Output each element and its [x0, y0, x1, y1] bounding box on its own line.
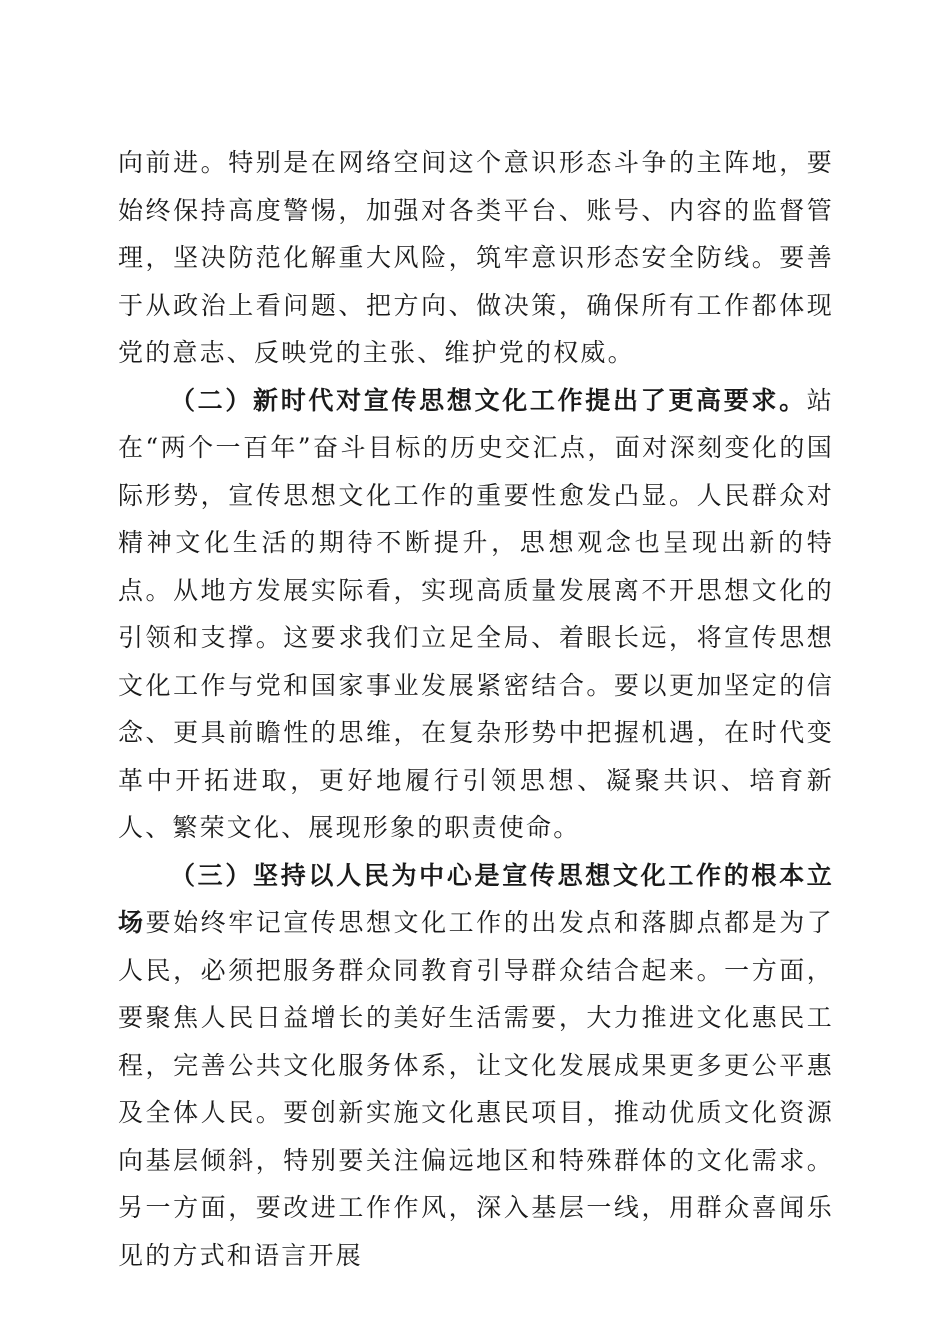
paragraph-section-2: [118, 377, 834, 852]
paragraph-text: 要始终牢记宣传思想文化工作的出发点和落脚点都是为了人民，必须把服务群众同教育引导群众结合起来。一方面，要聚焦人民日益增长的美好生活需要，大力推进文化惠民工程，完善公共文化服务体系，让文化发展成果更多更公平惠及全体人民。要创新实施文化惠民项目，推动优质文化资源向基层倾斜，特别要关注偏远地区和特殊群体的文化需求。另一方面，要改进工作作风，深入基层一线，用群众喜闻乐见的方式和语言开展: [118, 908, 834, 1270]
section-heading: （二）新时代对宣传思想文化工作提出了更高要求。: [170, 385, 807, 415]
paragraph-text: 站在“两个一百年”奋斗目标的历史交汇点，面对深刻变化的国际形势，宣传思想文化工作的重要性愈发凸显。人民群众对精神文化生活的期待不断提升，思想观念也呈现出新的特点。从地方发展实际看，实现高质量发展离不开思想文化的引领和支撑。这要求我们立足全局、着眼长远，将宣传思想文化工作与党和国家事业发展紧密结合。要以更加坚定的信念、更具前瞻性的思维，在复杂形势中把握机遇，在时代变革中开拓进取，更好地履行引领思想、凝聚共识、培育新人、繁荣文化、展现形象的职责使命。: [118, 385, 834, 842]
document-body: [118, 139, 834, 1279]
paragraph-text: 向前进。特别是在网络空间这个意识形态斗争的主阵地，要始终保持高度警惕，加强对各类平台、账号、内容的监督管理，坚决防范化解重大风险，筑牢意识形态安全防线。要善于从政治上看问题、把方向、做决策，确保所有工作都体现党的意志、反映党的主张、维护党的权威。: [118, 148, 834, 367]
section-heading: （三）坚持以人民为中心是宣传思想文化工作的根本立场: [118, 860, 834, 937]
paragraph-continuation: [118, 139, 834, 377]
paragraph-section-3: [118, 852, 834, 1280]
